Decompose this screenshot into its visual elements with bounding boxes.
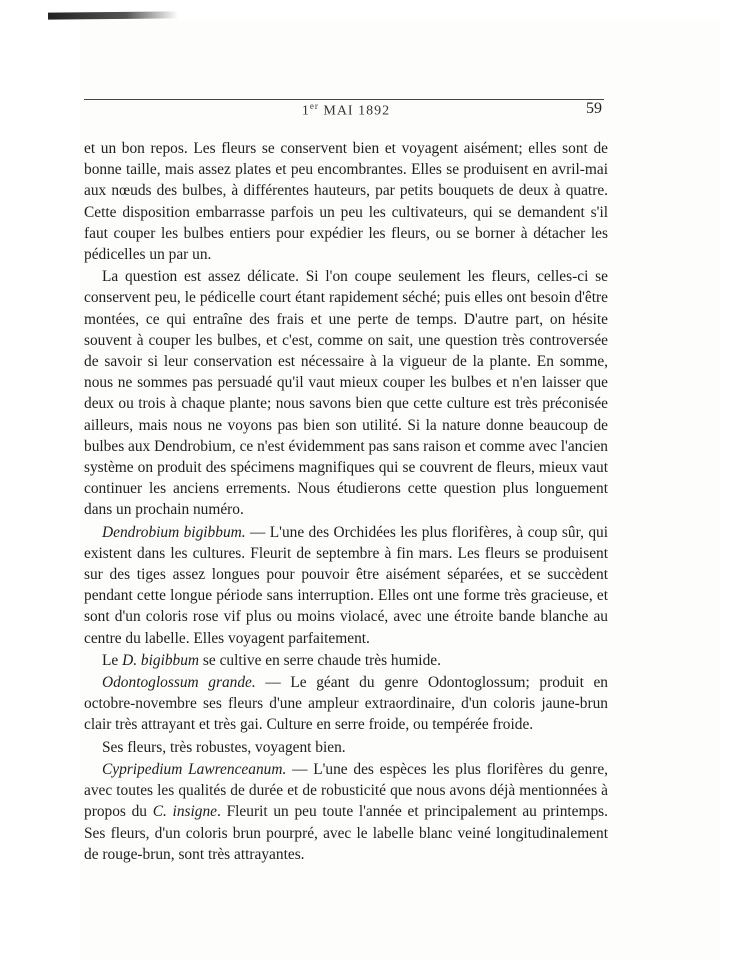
species-name: C. insigne — [152, 803, 218, 821]
date-month-year: MAI 1892 — [318, 103, 391, 119]
species-name: Cypripedium Lawrenceanum. — [102, 760, 287, 778]
page-header — [82, 96, 610, 120]
paragraph-culture-note — [84, 650, 608, 671]
species-name: Dendrobium bigibbum. — [102, 523, 246, 541]
paragraph-text: se cultive en serre chaude très humide. — [199, 651, 441, 669]
page-number: 59 — [586, 100, 602, 117]
date-ordinal: er — [309, 101, 319, 111]
paragraph-text: — Le géant du genre Odontoglossum; produit en octobre-novembre ses fleurs d'une ampleur extraordinaire, d'un coloris jaune-brun clair très attrayant et très gai. Culture en serre froide, ou tempérée froide. — [84, 674, 609, 734]
paragraph-text: La question est assez délicate. Si l'on coupe seulement les fleurs, celles-ci se conservent peu, le pédicelle court étant rapidement séché; puis elles ont besoin d'être montées, ce qui entraîne des frais et une perte de temps. D'autre part, on hésite souvent à couper les bulbes, et c'est, comme on sait, une question très controversée de savoir si leur conservation est nécessaire à la vigueur de la plante. En somme, nous ne sommes pas persuadé qu'il vaut mieux couper les bulbes et n'en laisser que deux ou trois à chaque plante; nous savons bien que cette culture est très préconisée ailleurs, mais nous ne voyons pas bien son utilité. Si la nature donne beaucoup de bulbes aux Dendrobium, ce n'est évidemment pas sans raison et comme avec l'ancien système on produit des spécimens magnifiques qui se couvrent de fleurs, mieux vaut continuer les anciens errements. Nous étudierons cette question plus longuement dans un prochain numéro. — [84, 268, 608, 519]
paragraph-odontoglossum-grande — [84, 672, 608, 736]
header-date — [82, 101, 610, 120]
species-name: D. bigibbum — [122, 651, 200, 669]
paragraph-text: Ses fleurs, très robustes, voyagent bien. — [102, 738, 346, 756]
paragraph-text: — L'une des espèces les plus florifères du genre, avec toutes les qualités de durée et de robusticité que nous avons déjà mentionnées à propos du — [84, 760, 609, 821]
paragraph-bulb-question — [84, 266, 608, 520]
date-day: 1 — [301, 103, 310, 119]
paragraph-text: — L'une des Orchidées les plus florifères, à coup sûr, qui existent dans les cultures. Fleurit de septembre à fin mars. Les fleurs se produisent sur des tiges assez longues pour pouvoir être aisément séparées, et se succèdent pendant cette longue période sans interruption. Elles ont une forme très gracieuse, et sont d'un coloris rose vif plus ou moins violacé, avec une étroite bande blanche au centre du labelle. Elles voyagent parfaitement. — [84, 523, 608, 647]
paragraph-dendrobium-bigibbum — [84, 522, 608, 649]
paragraph-continuation — [84, 138, 608, 265]
paragraph-robust-flowers — [84, 737, 608, 758]
species-name: Odontoglossum grande. — [102, 674, 256, 692]
paragraph-cypripedium-lawrenceanum — [84, 759, 608, 865]
header-rule — [84, 99, 604, 100]
paragraph-text: et un bon repos. Les fleurs se conservent bien et voyagent aisément; elles sont de bonne taille, mais assez plates et peu encombrantes. Elles se produisent en avril-mai aux nœuds des bulbes, à différentes hauteurs, par petits bouquets de deux à quatre. Cette disposition embarrasse parfois un peu les cultivateurs, qui se demandent s'il faut couper les bulbes entiers pour expédier les fleurs, ou se borner à détacher les pédicelles un par un. — [84, 140, 608, 264]
scan-edge-mark — [48, 11, 178, 19]
paragraph-lead: Le — [102, 651, 123, 669]
paragraph-text: . Fleurit un peu toute l'année et principalement au printemps. Ses fleurs, d'un coloris brun pourpré, avec le labelle blanc veiné longitudinalement de rouge-brun, sont très attrayantes. — [84, 803, 608, 863]
article-body — [84, 138, 608, 866]
